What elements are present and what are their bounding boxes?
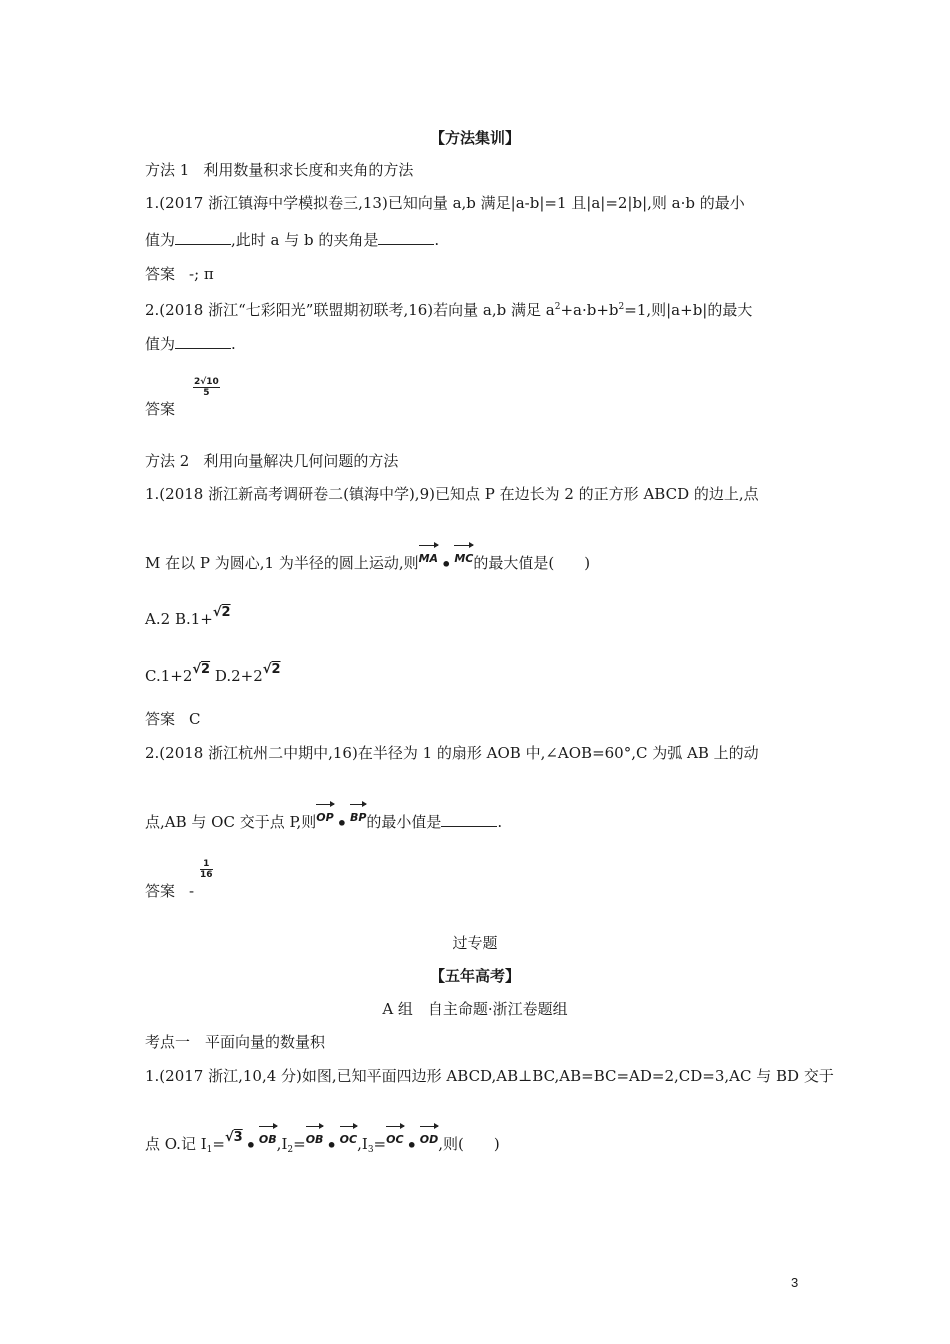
m1q2-text-e: . — [231, 335, 236, 353]
k1q1-tail: ,则( ) — [438, 1135, 500, 1153]
comma-i: ,I — [276, 1135, 288, 1153]
k1q1-line2: 点 O.记 $I_1=√3$ • $OB,I_2=$ OB • $OC,I_3=$ OC • OD,则( ) — [145, 1125, 500, 1160]
sqrt-symbol: √2 — [192, 662, 211, 677]
answer-label: 答案 — [145, 882, 176, 900]
method1-label: 方法 1 — [145, 161, 190, 179]
subscript: 2 — [287, 1145, 294, 1155]
vector-mc: MC — [454, 544, 473, 569]
fraction-numerator: 2√10 — [194, 377, 219, 387]
k1q1-text-a: 点 O.记 I — [145, 1135, 207, 1153]
m1q2-line2 — [145, 334, 236, 354]
answer-value: -; π — [189, 265, 214, 283]
m1q2-text-b: +a·b+b — [560, 301, 619, 319]
option-b: B.1+ — [174, 610, 213, 628]
m1q2-text-a: 2.(2018 浙江“七彩阳光”联盟期初联考,16)若向量 a,b 满足 a — [145, 301, 555, 319]
vector-bp: BP — [350, 803, 366, 828]
sqrt-symbol: √2 — [262, 662, 281, 677]
vector-od: OD — [420, 1125, 438, 1150]
method-training-heading: 【方法集训】 — [429, 129, 520, 147]
m2a1-answer — [145, 709, 201, 729]
m1q1-text-b: ,此时 a 与 b 的夹角是 — [231, 231, 379, 249]
m1q2-text-d: 值为 — [145, 335, 176, 353]
equals-sign: = — [212, 1135, 225, 1153]
m1a2-answer-label: 答案 — [145, 400, 176, 418]
m1q1-line1: 1.(2017 浙江镇海中学模拟卷三,13)已知向量 a,b 满足|a-b|=1 且|a|=2|b|,则 a·b 的最小 — [145, 194, 745, 212]
k1q1-line1: 1.(2017 浙江,10,4 分)如图,已知平面四边形 ABCD,AB⊥BC,AB=BC=AD=2,CD=3,AC 与 BD 交于 — [145, 1067, 834, 1085]
comma-i: ,I — [357, 1135, 368, 1153]
answer-blank — [175, 334, 231, 349]
page-number: 3 — [791, 1275, 799, 1290]
superscript: 2 — [554, 302, 561, 312]
m1a1-answer — [145, 264, 214, 284]
method2-label: 方法 2 — [145, 452, 190, 470]
vector-oc: OC — [386, 1125, 403, 1150]
sqrt-symbol: √3 — [224, 1130, 243, 1145]
m2q2-line2: 点,AB 与 OC 交于点 P,则 OP • BP的最小值是 . — [145, 803, 502, 834]
vector-ob: OB — [306, 1125, 324, 1150]
m2q1-text-b: 的最大值是( ) — [473, 554, 591, 572]
answer-blank — [378, 230, 434, 245]
m1q1-line2 — [145, 230, 439, 250]
section-title: 过专题 — [452, 934, 498, 952]
m2q1-text-a: M 在以 P 为圆心,1 为半径的圆上运动,则 — [145, 554, 419, 572]
method2-title: 利用向量解决几何问题的方法 — [203, 452, 399, 470]
knowledge-point-heading: 考点一 平面向量的数量积 — [145, 1033, 326, 1051]
subscript: 1 — [206, 1145, 213, 1155]
section-subtitle: 【五年高考】 — [429, 967, 520, 985]
fraction-denominator: 16 — [200, 870, 213, 880]
m1q1-text-c: . — [434, 231, 440, 249]
answer-value: C — [189, 710, 201, 728]
method1-title: 利用数量积求长度和夹角的方法 — [203, 161, 414, 179]
m1q2-text-c: =1,则|a+b|的最大 — [624, 301, 753, 319]
answer-sign: - — [189, 882, 195, 900]
answer-label: 答案 — [145, 710, 176, 728]
fraction-numerator: 1 — [200, 859, 213, 870]
answer-blank — [441, 812, 497, 827]
vector-ob: OB — [259, 1125, 277, 1150]
equals-sign: = — [373, 1135, 387, 1153]
m1q2-line1 — [145, 297, 752, 320]
answer-label: 答案 — [145, 265, 176, 283]
vector-oc: OC — [340, 1125, 357, 1150]
superscript: 2 — [618, 302, 625, 312]
m2q1-options-ab — [145, 603, 231, 629]
group-heading: A 组 自主命题·浙江卷题组 — [382, 1000, 568, 1018]
m2q2-text-c: . — [497, 813, 503, 831]
vector-op: OP — [316, 803, 333, 828]
m2q2-text-b: 的最小值是 — [366, 813, 442, 831]
sqrt-symbol: √2 — [212, 605, 231, 620]
subscript: 3 — [367, 1145, 374, 1155]
m2q1-line2: M 在以 P 为圆心,1 为半径的圆上运动,则 MA • MC的最大值是( ) — [145, 544, 590, 575]
fraction-denominator: 5 — [203, 388, 210, 398]
fraction — [200, 859, 213, 880]
vector-ma: MA — [419, 544, 438, 569]
m2a2-answer — [145, 881, 194, 901]
m2q2-line1: 2.(2018 浙江杭州二中期中,16)在半径为 1 的扇形 AOB 中,∠AOB=60°,C 为弧 AB 上的动 — [145, 744, 759, 762]
method2-heading — [145, 451, 398, 471]
m2q1-line1: 1.(2018 浙江新高考调研卷二(镇海中学),9)已知点 P 在边长为 2 的正方形 ABCD 的边上,点 — [145, 485, 759, 503]
m2q1-options-cd — [145, 660, 281, 686]
fraction — [193, 377, 220, 398]
m2q2-text-a: 点,AB 与 OC 交于点 P,则 — [145, 813, 317, 831]
method1-heading — [145, 160, 413, 180]
option-c: C.1+2 — [145, 667, 193, 685]
option-d: D.2+2 — [214, 667, 263, 685]
option-a: A.2 — [145, 610, 171, 628]
answer-blank — [175, 230, 231, 245]
equals-sign: = — [293, 1135, 306, 1153]
m1q1-text-a: 值为 — [145, 231, 176, 249]
